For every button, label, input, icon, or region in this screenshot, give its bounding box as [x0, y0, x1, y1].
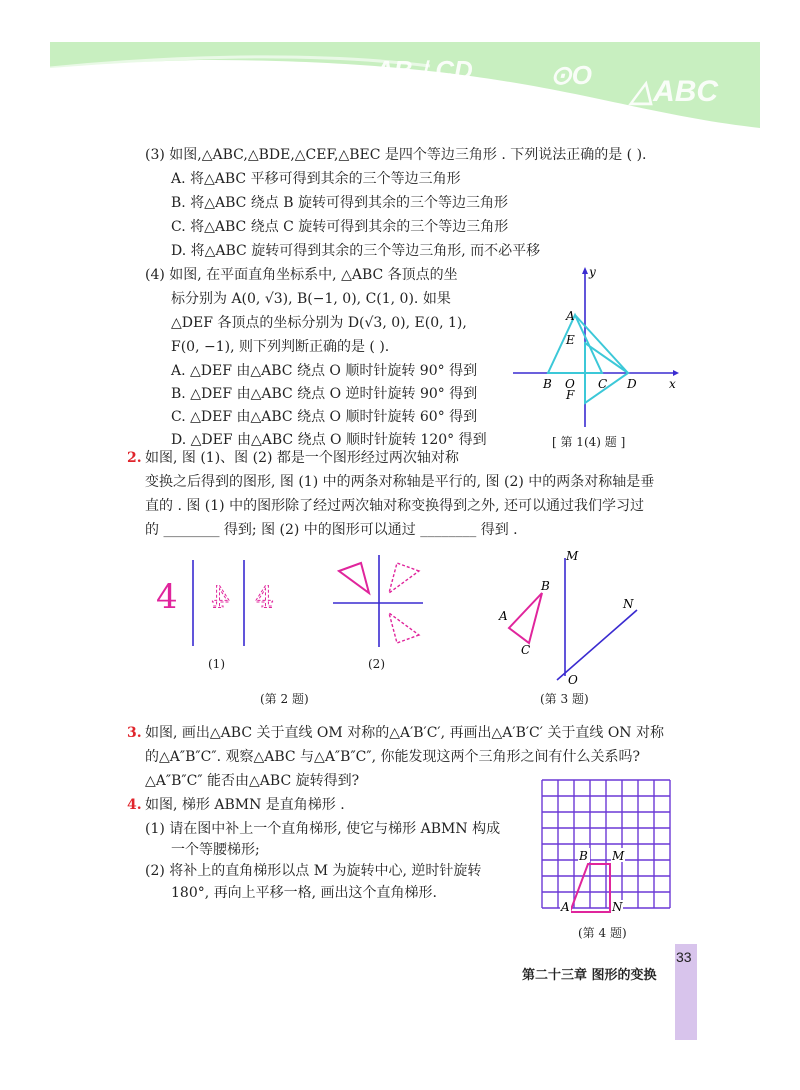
q2-line-4: 的 ________ 得到; 图 (2) 中的图形可以通过 ________ 得到 . [145, 522, 518, 538]
q4-line-4: (2) 将补上的直角梯形以点 M 为旋转中心, 逆时针旋转 [145, 863, 482, 879]
q1-3-option-a: A. 将△ABC 平移可得到其余的三个等边三角形 [171, 171, 461, 187]
glyph-reflected: 4 [210, 581, 230, 616]
q1-4-line-3: △DEF 各顶点的坐标分别为 D(√3, 0), E(0, 1), [171, 315, 467, 331]
label-a: A [566, 309, 575, 323]
q2-figure-2-label: (2) [368, 657, 385, 671]
q2-line-3: 直的 . 图 (1) 中的图形除了经过两次轴对称变换得到之外, 还可以通过我们学习过 [145, 498, 644, 514]
q1-4-coordinate-figure [505, 262, 685, 432]
label-b: B [543, 377, 552, 391]
label-m: M [566, 549, 579, 563]
y-axis-arrow [582, 267, 588, 274]
q2-figure-2 [333, 555, 433, 650]
q3-figure [495, 548, 655, 688]
label-a: A [561, 900, 570, 914]
q1-3-option-c: C. 将△ABC 绕点 C 旋转可得到其余的三个等边三角形 [171, 219, 509, 235]
triangle-abc [548, 315, 602, 373]
label-a: A [499, 609, 508, 623]
glyph-original: 4 [156, 577, 178, 617]
q3-line-1: 如图, 画出△ABC 关于直线 OM 对称的△A′B′C′, 再画出△A′B′C′ 关于直线 ON 对称 [145, 725, 665, 741]
label-n: N [623, 597, 634, 611]
q4-line-3: 一个等腰梯形; [171, 842, 260, 858]
q3-line-3: △A″B″C″ 能否由△ABC 旋转得到? [145, 773, 360, 789]
label-o: O [568, 673, 578, 687]
label-n: N [612, 900, 623, 914]
q3-line-2: 的△A″B″C″. 观察△ABC 与△A″B″C″, 你能发现这两个三角形之间有什么关系吗? [145, 749, 641, 765]
q3-caption: (第 3 题) [540, 692, 589, 706]
q4-line-2: (1) 请在图中补上一个直角梯形, 使它与梯形 ABMN 构成 [145, 821, 501, 837]
label-m: M [612, 849, 625, 863]
q4-number: 4. [127, 797, 142, 813]
x-axis-arrow [673, 370, 679, 376]
q1-3-option-d: D. 将△ABC 旋转可得到其余的三个等边三角形, 而不必平移 [171, 243, 541, 259]
banner-deco-perpendicular: AB⊥CD [375, 55, 473, 85]
label-d: D [627, 377, 637, 391]
flag-original [339, 563, 369, 593]
q4-line-1: 如图, 梯形 ABMN 是直角梯形 . [145, 797, 345, 813]
flag-reflected-1 [389, 563, 419, 593]
label-c: C [521, 643, 531, 657]
q2-figure-1-label: (1) [208, 657, 225, 671]
q4-caption: (第 4 题) [578, 926, 627, 940]
label-x: x [669, 377, 676, 391]
q2-number: 2. [127, 450, 142, 466]
banner-deco-circle: ⊙O [550, 60, 593, 90]
label-y: y [589, 265, 596, 279]
footer-chapter: 第二十三章 图形的变换 [522, 968, 657, 983]
label-b: B [541, 579, 550, 593]
flag-reflected-2 [389, 613, 419, 643]
label-e: E [566, 333, 575, 347]
q1-3-stem: (3) 如图,△ABC,△BDE,△CEF,△BEC 是四个等边三角形 . 下列说法正确的是 ( ). [145, 147, 647, 163]
glyph-translated: 4 [255, 581, 275, 616]
grid-lines [542, 780, 670, 908]
q4-line-5: 180°, 再向上平移一格, 画出这个直角梯形. [171, 885, 437, 901]
q3-number: 3. [127, 725, 142, 741]
page-number: 33 [676, 949, 692, 965]
q4-grid-figure [538, 776, 678, 916]
banner-deco-triangle: △ABC [630, 75, 719, 108]
top-banner [0, 0, 800, 140]
q1-4-line-1: (4) 如图, 在平面直角坐标系中, △ABC 各顶点的坐 [145, 267, 458, 283]
label-f: F [566, 388, 575, 402]
q1-4-option-b: B. △DEF 由△ABC 绕点 O 逆时针旋转 90° 得到 [171, 386, 478, 402]
triangle-abc [509, 593, 542, 643]
q1-4-option-c: C. △DEF 由△ABC 绕点 O 顺时针旋转 60° 得到 [171, 409, 478, 425]
q1-4-option-d: D. △DEF 由△ABC 绕点 O 顺时针旋转 120° 得到 [171, 432, 487, 448]
q2-figure-1 [150, 560, 280, 650]
q2-caption: (第 2 题) [260, 692, 309, 706]
label-c: C [598, 377, 608, 391]
q1-4-line-4: F(0, −1), 则下列判断正确的是 ( ). [171, 339, 390, 355]
q1-4-caption: [ 第 1(4) 题 ] [552, 435, 626, 449]
line-on [557, 610, 637, 680]
segment-ad [575, 315, 628, 373]
label-b: B [579, 849, 588, 863]
q2-line-2: 变换之后得到的图形, 图 (1) 中的两条对称轴是平行的, 图 (2) 中的两条对称轴是垂 [145, 474, 655, 490]
q1-4-option-a: A. △DEF 由△ABC 绕点 O 顺时针旋转 90° 得到 [171, 363, 478, 379]
q1-3-option-b: B. 将△ABC 绕点 B 旋转可得到其余的三个等边三角形 [171, 195, 508, 211]
q2-line-1: 如图, 图 (1)、图 (2) 都是一个图形经过两次轴对称 [145, 450, 459, 466]
label-o: O [565, 377, 575, 391]
q1-4-line-2: 标分别为 A(0, √3), B(−1, 0), C(1, 0). 如果 [171, 291, 451, 307]
